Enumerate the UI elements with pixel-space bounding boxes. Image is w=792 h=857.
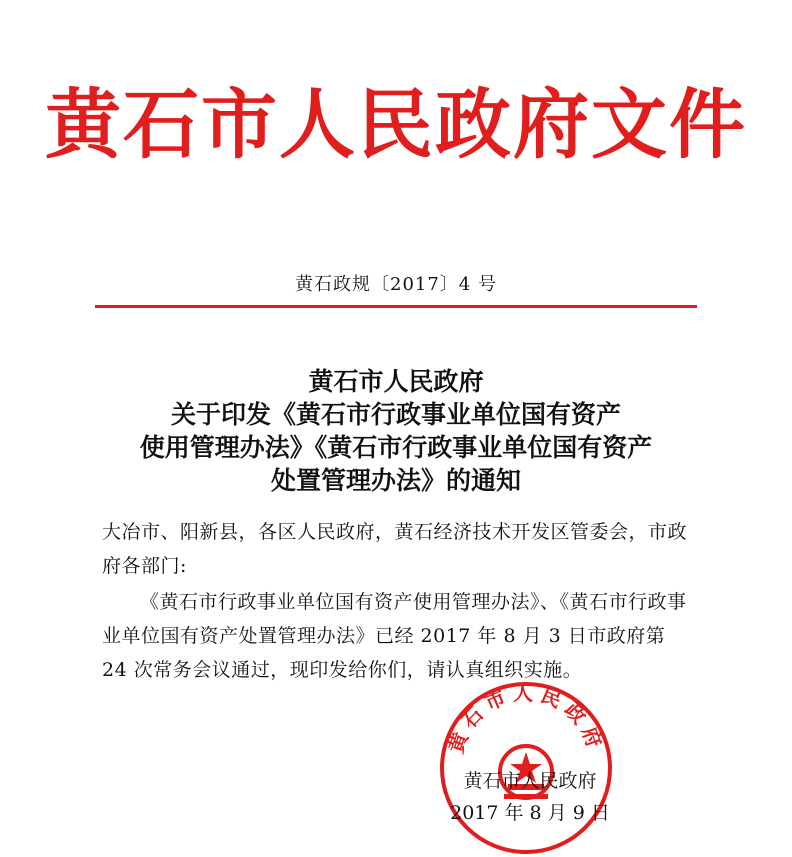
document-title-line: 处置管理办法》的通知 [270, 466, 521, 495]
document-header-title: 黄石市人民政府文件 [45, 80, 747, 169]
addressee-paragraph: 大冶市、阳新县，各区人民政府，黄石经济技术开发区管委会，市政府各部门: [102, 521, 688, 577]
document-number: 黄石政规〔2017〕4 号 [295, 274, 497, 295]
document-title-line: 黄石市人民政府 [308, 367, 484, 396]
signature-date: 2017 年 8 月 9 日 [450, 802, 610, 824]
document-title-line: 使用管理办法》《黄石市行政事业单位国有资产 [139, 433, 653, 462]
document-title-line: 关于印发《黄石市行政事业单位国有资产 [170, 400, 621, 429]
signature-organization: 黄石市人民政府 [463, 770, 597, 792]
document-title [60, 365, 732, 497]
seal-text: 黄石市人民政府 [443, 681, 609, 757]
red-divider-line [95, 305, 697, 308]
body-paragraph: 《黄石市行政事业单位国有资产使用管理办法》、《黄石市行政事业单位国有资产处置管理办法》已经 2017 年 8 月 3 日市政府第 24 次常务会议通过，现印发给你们，请认真组织实施。 [102, 591, 687, 681]
